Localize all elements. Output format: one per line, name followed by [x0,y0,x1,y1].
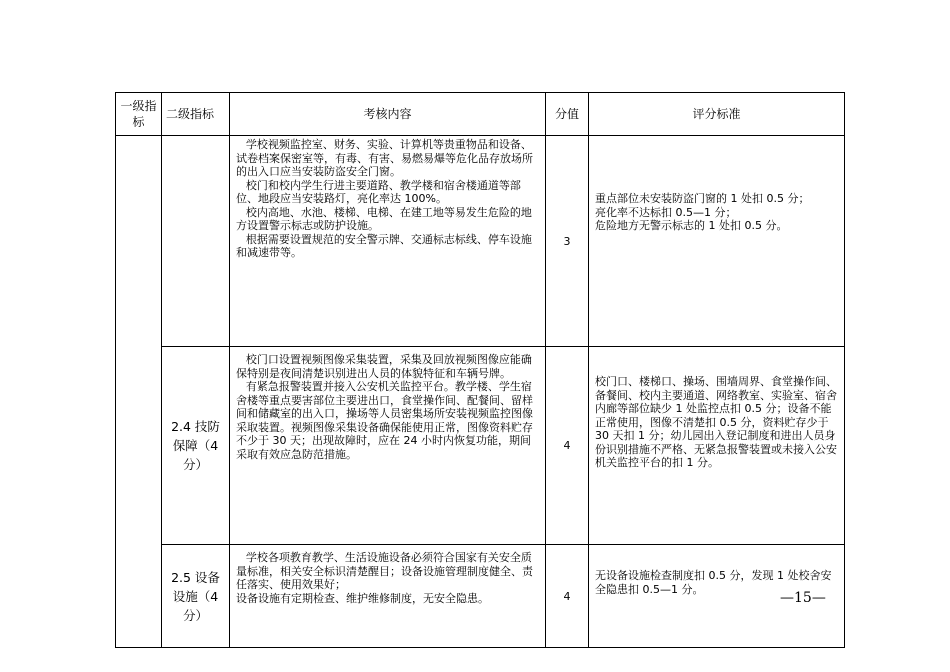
level2-cell: 2.4 技防保障（4 分） [162,347,230,545]
content-paragraph: 校门和校内学生行进主要道路、教学楼和宿舍楼通道等部位、地段应当安装路灯，亮化率达 100%。 [236,178,521,205]
content-paragraph: 校门口设置视频图像采集装置，采集及回放视频图像应能确保特别是夜间清楚识别进出人员的体貌特征和车辆号牌。 [236,353,532,380]
content-paragraph: 学校视频监控室、财务、实验、计算机等贵重物品和设备、试卷档案保密室等，有毒、有害、易燃易爆等危化品存放场所的出入口应当安装防盗安全门窗。 [236,138,533,178]
content-paragraph: 学校各项教育教学、生活设施设备必须符合国家有关安全质量标准，相关安全标识清楚醒目；设备设施管理制度健全、责任落实、使用效果好； [236,551,533,591]
criteria-line: 亮化率不达标扣 0.5—1 分； [595,205,737,219]
table-row [116,136,845,347]
content-cell [230,347,546,545]
table-row [116,545,845,648]
score-cell: 4 [546,347,589,545]
criteria-line: 重点部位未安装防盗门窗的 1 处扣 0.5 分； [595,192,810,205]
header-score: 分值 [546,93,589,136]
score-cell: 4 [546,545,589,648]
criteria-line: 危险地方无警示标志的 1 处扣 0.5 分。 [595,219,788,232]
table-header-row [116,93,845,136]
content-cell [230,545,546,648]
header-level2: 二级指标 [162,93,230,136]
level1-cell [116,136,162,648]
content-paragraph: 有紧急报警装置并接入公安机关监控平台。教学楼、学生宿舍楼等重点要害部位主要进出口，食堂操作间、配餐间、留样间和储藏室的出入口，操场等人员密集场所安装视频监控图像采取装置。视频图像采集设备确保能使用正常，图像资料贮存不少于 30 天；出现故障时，应在 24 小时内恢复功能，期间采取有效应急防范措施。 [236,380,533,461]
header-level1: 一级指标 [116,93,162,136]
content-paragraph: 设备设施有定期检查、维护维修制度，无安全隐患。 [236,591,489,605]
criteria-line: 校门口、楼梯口、操场、围墙周界、食堂操作间、备餐间、校内主要通道、网络教室、实验室、宿舍内廊等部位缺少 1 处监控点扣 0.5 分；设备不能正常使用，图像不清楚扣 0.5 分，资料贮存少于 30 天扣 1 分；幼儿园出入登记制度和进出人员身份识别措施不严格、无紧急报警装置或未接入公安机关监控平台的扣 1 分。 [595,375,837,469]
criteria-cell [589,136,845,347]
content-paragraph: 根据需要设置规范的安全警示牌、交通标志标线、停车设施和减速带等。 [236,232,532,259]
level2-cell: 2.5 设备设施（4 分） [162,545,230,648]
score-cell: 3 [546,136,589,347]
content-cell [230,136,546,347]
page-number: —15— [780,590,826,606]
table-row [116,347,845,545]
level2-cell [162,136,230,347]
criteria-line: 无设备设施检查制度扣 0.5 分，发现 1 处校舍安全隐患扣 0.5—1 分。 [595,569,832,596]
content-paragraph: 校内高地、水池、楼梯、电梯、在建工地等易发生危险的地方设置警示标志或防护设施。 [236,205,532,232]
evaluation-table [115,92,845,648]
header-criteria: 评分标准 [589,93,845,136]
criteria-cell [589,347,845,545]
header-content: 考核内容 [230,93,546,136]
